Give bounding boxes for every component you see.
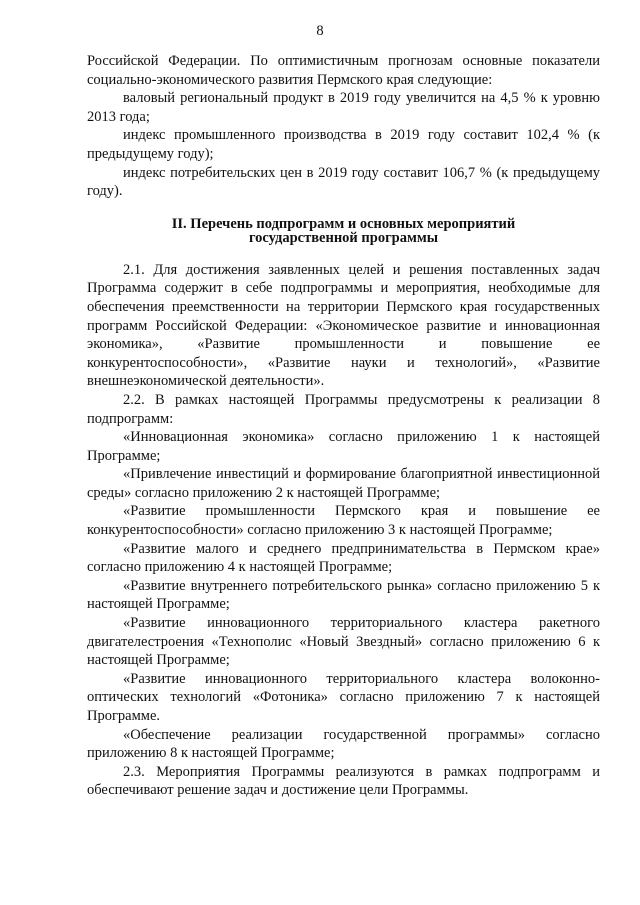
page-number: 8 bbox=[316, 23, 324, 39]
list-item: «Развитие промышленности Пермского края и повышение ее конкурентоспособности» согласно приложению 3 к настоящей Программе; bbox=[87, 503, 600, 539]
paragraph: 2.3. Мероприятия Программы реализуются в рамках подпрограмм и обеспечивают решение задач и достижение цели Программы. bbox=[87, 763, 600, 799]
document-body bbox=[87, 52, 600, 800]
list-item: «Развитие инновационного территориального кластера волоконно-оптических технологий «Фотоника» согласно приложению 7 к настоящей Программе. bbox=[87, 670, 600, 724]
list-item: «Развитие малого и среднего предпринимательства в Пермском крае» согласно приложению 4 к настоящей Программе; bbox=[87, 540, 600, 576]
list-item: «Инновационная экономика» согласно приложению 1 к настоящей Программе; bbox=[87, 429, 600, 464]
paragraph: индекс потребительских цен в 2019 году составит 106,7 % (к предыдущему году). bbox=[87, 164, 600, 200]
section-title-line: II. Перечень подпрограмм и основных мероприятий bbox=[171, 215, 516, 232]
list-item: «Развитие внутреннего потребительского рынка» согласно приложению 5 к настоящей Программе; bbox=[87, 577, 600, 613]
section-title-line: государственной программы bbox=[248, 230, 439, 247]
list-item: «Развитие инновационного территориального кластера ракетного двигателестроения «Технополис «Новый Звездный» согласно приложению 6 к настоящей Программе; bbox=[87, 615, 600, 669]
paragraph: индекс промышленного производства в 2019 году составит 102,4 % (к предыдущему году); bbox=[87, 127, 600, 162]
paragraph: валовый региональный продукт в 2019 году увеличится на 4,5 % к уровню 2013 года; bbox=[87, 90, 600, 125]
paragraph: 2.2. В рамках настоящей Программы предусмотрены к реализации 8 подпрограмм: bbox=[87, 391, 600, 427]
list-item: «Привлечение инвестиций и формирование благоприятной инвестиционной среды» согласно приложению 2 к настоящей Программе; bbox=[87, 466, 600, 501]
paragraph: Российской Федерации. По оптимистичным прогнозам основные показатели социально-экономического развития Пермского края следующие: bbox=[87, 53, 600, 88]
paragraph: 2.1. Для достижения заявленных целей и решения поставленных задач Программа содержит в себе подпрограммы и мероприятия, необходимые для обеспечения преемственности на территории Пермского края государственных программ Российской Федерации: «Экономическое развитие и инновационная экономика», «Развитие промышленности и повышение ее конкурентоспособности», «Развитие науки и технологий», «Развитие внешнеэкономической деятельности». bbox=[87, 261, 600, 390]
list-item: «Обеспечение реализации государственной программы» согласно приложению 8 к настоящей Программе; bbox=[87, 726, 600, 762]
section-title bbox=[87, 217, 600, 246]
